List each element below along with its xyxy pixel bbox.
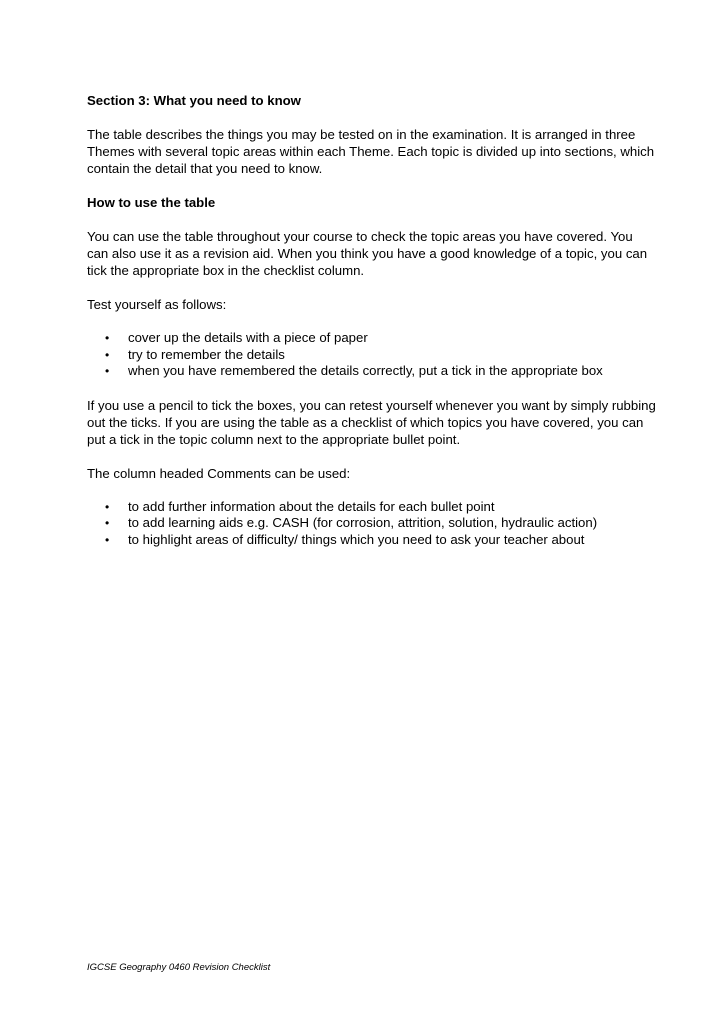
bullet-icon: • (105, 347, 110, 362)
list-item-text: cover up the details with a piece of paper (128, 330, 368, 345)
list-item-text: to add further information about the details for each bullet point (128, 498, 495, 514)
bullet-icon: • (105, 499, 110, 514)
test-intro: Test yourself as follows: (87, 297, 227, 312)
bullet-icon: • (105, 532, 110, 547)
intro-paragraph: The table describes the things you may be tested on in the examination. It is arranged in three Themes with several topic areas within each Theme. Each topic is divided up into sections, which contain the detail that you need to know. (87, 127, 655, 176)
pencil-paragraph: If you use a pencil to tick the boxes, you can retest yourself whenever you want by simply rubbing out the ticks. If you are using the table as a checklist of which topics you have covered, you can put a tick in the topic column next to the appropriate bullet point. (87, 397, 656, 447)
list-item-text: when you have remembered the details correctly, put a tick in the appropriate box (128, 363, 603, 378)
bullet-icon: • (105, 364, 110, 378)
list-item (87, 330, 657, 347)
comments-uses-list (87, 499, 657, 549)
page-content (87, 92, 657, 565)
page-footer: IGCSE Geography 0460 Revision Checklist (87, 962, 271, 973)
how-to-heading: How to use the table (87, 195, 216, 210)
bullet-icon: • (105, 331, 110, 345)
bullet-icon: • (105, 516, 110, 530)
list-item (87, 347, 657, 364)
list-item (87, 499, 657, 516)
list-item (87, 532, 657, 549)
how-to-paragraph: You can use the table throughout your course to check the topic areas you have covered. You can also use it as a revision aid. When you think you have a good knowledge of a topic, you can tick the appropriate box in the checklist column. (87, 229, 648, 278)
list-item (87, 515, 657, 532)
section-title: Section 3: What you need to know (87, 93, 301, 108)
list-item-text: try to remember the details (128, 346, 285, 362)
test-steps-list (87, 330, 657, 380)
list-item-text: to add learning aids e.g. CASH (for corrosion, attrition, solution, hydraulic action) (128, 515, 598, 530)
list-item-text: to highlight areas of difficulty/ things which you need to ask your teacher about (128, 531, 585, 547)
list-item (87, 363, 657, 380)
comments-intro: The column headed Comments can be used: (87, 465, 351, 481)
